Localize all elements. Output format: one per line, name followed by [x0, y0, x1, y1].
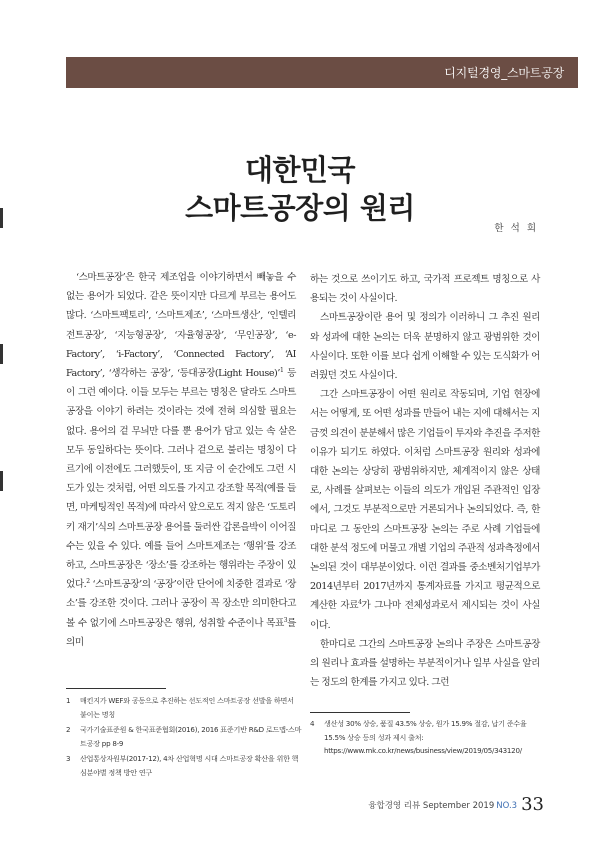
article-title	[0, 151, 600, 227]
footnote-number: 4	[310, 719, 315, 728]
edge-mark	[0, 344, 3, 364]
text-segment: ‘스마트공장’의 ‘공장’이란 단어에 치중한 결과로 ‘장소’를 강조한 것이다. 그러나 공장이 꼭 장소만 의미한다고 볼 수 없기에 스마트공장은 행위, 성취할 수준이나 목표	[66, 579, 296, 629]
journal-name: 융합경영 리뷰 September 2019	[368, 801, 495, 811]
footnote-text: 생산성 30% 상승, 품질 43.5% 상승, 원가 15.9% 절감, 납기 준수율 15.5% 상승 등의 성과 제시 출처: https://www.mk.co.kr/news/business/view/2019/05/343120/	[324, 719, 527, 756]
footnote-ref: 2	[86, 578, 90, 586]
footnote	[310, 717, 542, 758]
footnote-ref: 3	[283, 616, 288, 624]
footnotes-right	[310, 717, 542, 760]
paragraph: 하는 것으로 쓰이기도 하고, 국가적 프로젝트 명칭으로 사용되는 것이 사실이다.	[310, 274, 540, 305]
text-segment: 를 의미	[66, 617, 296, 648]
paragraph	[66, 268, 296, 652]
text-segment: 가 그나마 전체성과로서 제시되는 것이 사실이다.	[310, 600, 540, 631]
footnote-number: 1	[66, 696, 71, 705]
paragraph: 스마트공장이란 용어 및 정의가 이러하니 그 추진 원리와 성과에 대한 논의는 더욱 분명하지 않고 광범위한 것이 사실이다. 또한 이를 보다 쉽게 이해할 수 있는 도식화가 어려웠던 것도 사실이다.	[310, 312, 540, 382]
text-segment: ‘스마트공장’은 한국 제조업을 이야기하면서 빼놓을 수 없는 용어가 되었다. 같은 뜻이지만 다르게 부르는 용어도 많다. ‘스마트팩토리’, ‘스마트제조’, ‘스마트생산’, ‘인텔리전트공장’, ‘지능형공장’, ‘자율형공장’, ‘무인공장’, ‘e-Factory’, ‘i-Factory’, ‘Connected Factory’, ‘AI Factory’, ‘생각하는 공장’, ‘등대공장(Light House)’	[66, 272, 296, 380]
section-label: 디지털경영_스마트공장	[444, 66, 564, 80]
author-name: 한 석 희	[494, 223, 538, 234]
page-number: 33	[521, 794, 544, 815]
section-header-bar	[66, 57, 578, 88]
text-segment: 그간 스마트공장이 어떤 원리로 작동되며, 기업 현장에서는 어떻게, 또 어떤 성과를 만들어 내는 지에 대해서는 지금껏 의견이 분분해서 많은 기업들이 투자와 추진을 주저한 이유가 되기도 하였다. 이처럼 스마트공장 원리와 성과에 대한 논의는 상당히 광범위하지만, 체계적이지 않은 상태로, 사례를 살펴보는 이들의 의도가 개입된 주관적인 입장에서, 그것도 부분적으로만 거론되거나 논의되었다. 즉, 한마디로 그 동안의 스마트공장 논의는 주로 사례 기업들에 대한 분석 정도에 머물고 개별 기업의 주관적 성과측정에서 논의된 것이 대부분이었다. 이런 결과를 중소벤처기업부가 2014년부터 2017년까지 통계자료를 가지고 평균적으로 계산한 자료	[310, 389, 540, 612]
title-line-1: 대한민국	[244, 153, 356, 187]
paragraph	[310, 385, 540, 635]
body-column-right	[310, 270, 540, 692]
title-line-2: 스마트공장의 원리	[185, 191, 415, 225]
footnote-number: 3	[66, 754, 71, 764]
body-column-left	[66, 268, 296, 652]
footnote-ref: 1	[279, 366, 284, 374]
footnote	[66, 694, 302, 721]
footnote-text: 매킨지가 WEF와 공동으로 추진하는 선도적인 스마트공장 선발을 하면서 붙이는 명칭	[80, 696, 294, 719]
footnote-divider	[66, 688, 166, 689]
footnote-ref: 4	[358, 599, 362, 607]
footnote-divider	[310, 712, 410, 713]
footnote	[66, 723, 302, 750]
text-segment: 등 이 그런 예이다. 이들 모두는 부르는 명칭은 달라도 스마트공장을 이야기 하려는 것이라는 것에 전혀 의심할 필요는 없다. 용어의 겉 무늬만 다를 뿐 용어가 담고 있는 속 살은 모두 동일하다는 뜻이다. 그러나 겉으로 불리는 명칭이 다르기에 이전에도 그러했듯이, 또 지금 이 순간에도 그런 시도가 있는 것처럼, 어떤 의도를 가지고 강조할 목적(예를 들면, 마케팅적인 목적)에 따라서 앞으로도 적지 않은 ‘도토리 키 재기’식의 스마트공장 용어를 둘러싼 갑론을박이 이어질 수는 있을 수 있다. 예를 들어 스마트제조는 ‘행위’를 강조하고, 스마트공장은 ‘장소’를 강조하는 행위라는 주장이 있었다.	[66, 368, 296, 591]
issue-number: NO.3	[496, 801, 518, 811]
page-footer	[368, 793, 544, 815]
edge-mark	[0, 471, 3, 491]
paragraph: 한마디로 그간의 스마트공장 논의나 주장은 스마트공장의 원리나 효과를 설명하는 부분적이거나 일부 사실을 알리는 정도의 한계를 가지고 있다. 그런	[310, 638, 540, 689]
footnote-number: 2	[66, 725, 71, 735]
footnote-text: 국가기술표준원 & 한국표준협회(2016), 2016 표준기반 R&D 로드맵-스마트공장 pp 8-9	[80, 725, 302, 748]
footnote	[66, 752, 302, 779]
footnotes-left	[66, 694, 302, 782]
footnote-text: 산업통상자원부(2017-12), 4차 산업혁명 시대 스마트공장 확산을 위한 핵심분야별 정책 방안 연구	[80, 754, 299, 777]
